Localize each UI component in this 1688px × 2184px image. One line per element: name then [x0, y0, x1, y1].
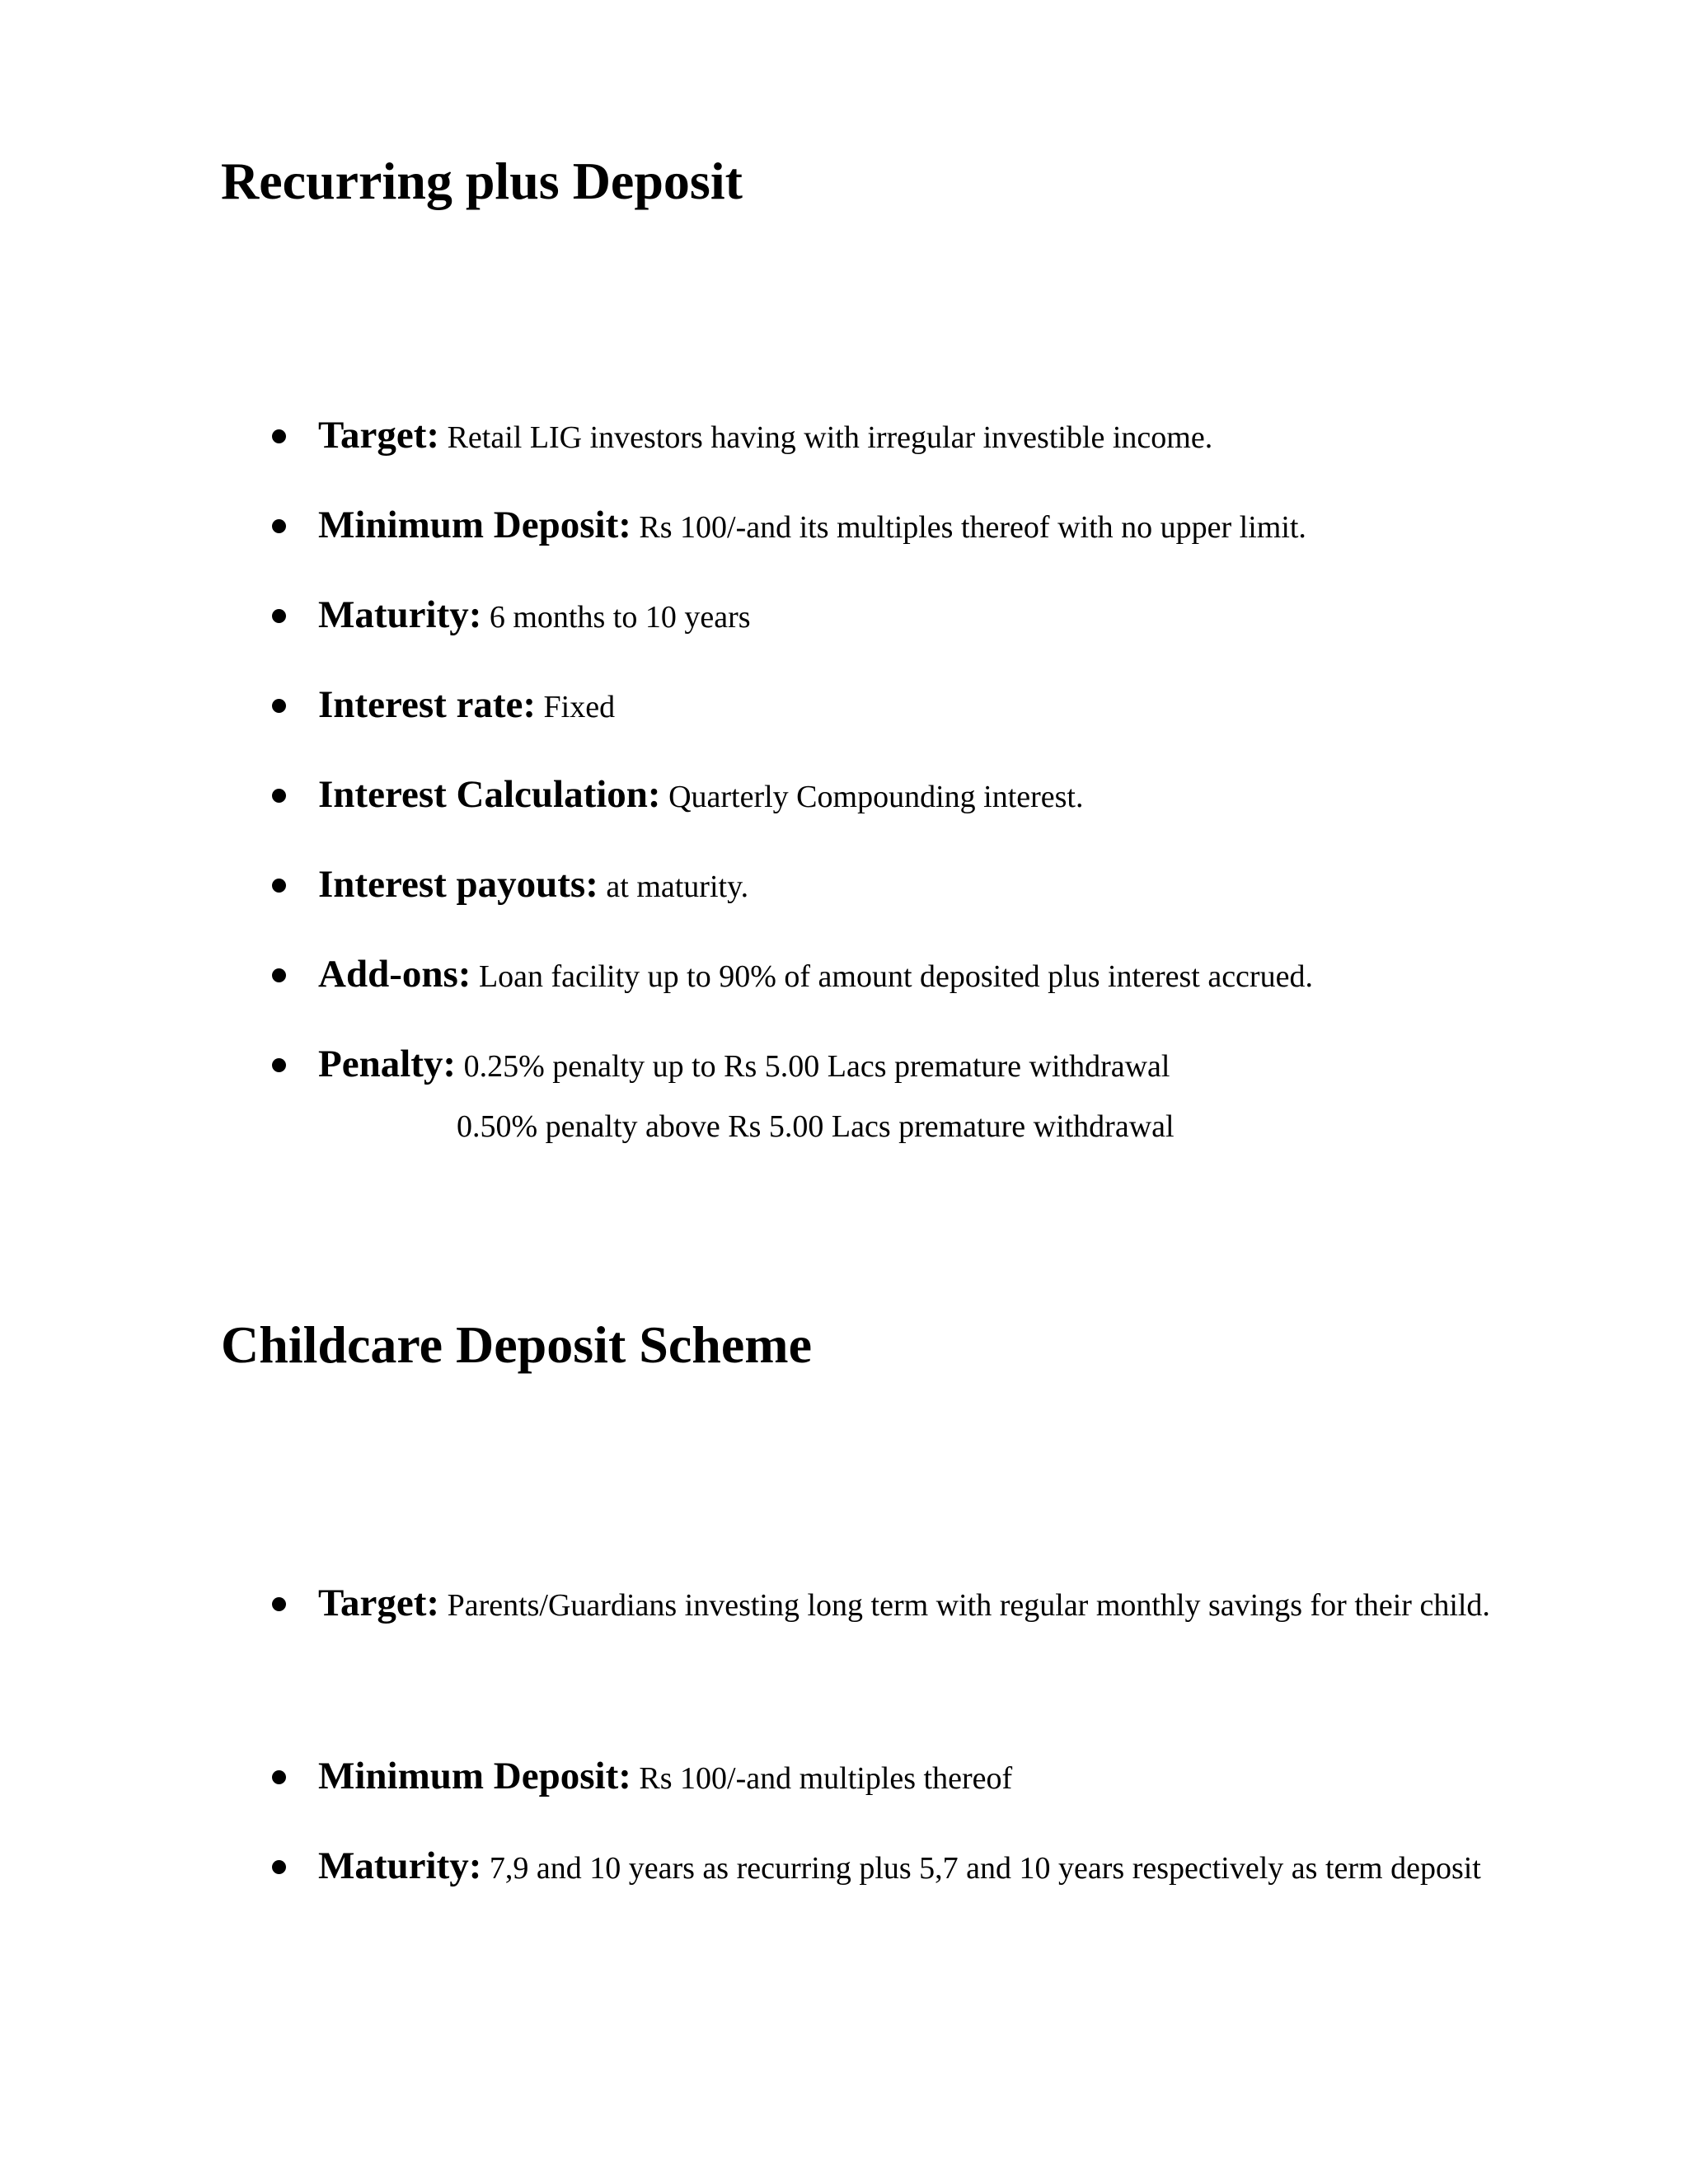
- list-item-interest-rate: [0, 663, 1688, 753]
- bullet-icon: [272, 699, 286, 713]
- item-label: Interest payouts:: [318, 863, 598, 906]
- item-label: Interest rate:: [318, 683, 537, 726]
- item-value: Rs 100/-and its multiples thereof with no upper limit.: [639, 510, 1306, 545]
- recurring-plus-deposit-list: [0, 394, 1688, 1113]
- item-label: Target:: [318, 414, 440, 457]
- item-value: Parents/Guardians investing long term with regular monthly savings for their child.: [447, 1588, 1490, 1623]
- bullet-icon: [272, 968, 286, 982]
- item-value: Fixed: [543, 690, 616, 724]
- item-value: Loan facility up to 90% of amount deposited plus interest accrued.: [478, 959, 1313, 994]
- list-item-interest-calculation: [0, 753, 1688, 843]
- childcare-deposit-list: [0, 1562, 1688, 1998]
- item-label: Target:: [318, 1582, 440, 1624]
- item-value: 7,9 and 10 years as recurring plus 5,7 and 10 years respectively as term deposit: [489, 1851, 1481, 1886]
- bullet-icon: [272, 1770, 286, 1784]
- bullet-icon: [272, 609, 286, 623]
- section-title-recurring-plus-deposit: Recurring plus Deposit: [221, 152, 743, 210]
- item-label: Maturity:: [318, 1844, 482, 1887]
- bullet-icon: [272, 519, 286, 533]
- bullet-icon: [272, 429, 286, 443]
- list-item-maturity: [0, 574, 1688, 663]
- item-label: Interest Calculation:: [318, 773, 661, 816]
- item-label: Minimum Deposit:: [318, 504, 631, 546]
- item-value: Rs 100/-and multiples thereof: [639, 1761, 1013, 1796]
- list-item-target: [0, 394, 1688, 484]
- bullet-icon: [272, 1058, 286, 1072]
- list-item-target: [0, 1562, 1688, 1735]
- item-label: Maturity:: [318, 593, 482, 636]
- list-item-minimum-deposit: [0, 1735, 1688, 1825]
- penalty-continuation: 0.50% penalty above Rs 5.00 Lacs premature withdrawal: [457, 1109, 1175, 1144]
- list-item-add-ons: [0, 933, 1688, 1023]
- bullet-icon: [272, 1860, 286, 1874]
- list-item-interest-payouts: [0, 843, 1688, 933]
- bullet-icon: [272, 789, 286, 803]
- item-value: Quarterly Compounding interest.: [668, 780, 1084, 814]
- item-value: at maturity.: [606, 869, 749, 904]
- section-title-childcare-deposit-scheme: Childcare Deposit Scheme: [221, 1315, 812, 1374]
- list-item-minimum-deposit: [0, 484, 1688, 574]
- item-label: Penalty:: [318, 1043, 457, 1085]
- item-value: Retail LIG investors having with irregular investible income.: [447, 420, 1213, 455]
- list-item-penalty: [0, 1023, 1688, 1113]
- item-value: 0.25% penalty up to Rs 5.00 Lacs premature withdrawal: [463, 1049, 1170, 1084]
- item-label: Minimum Deposit:: [318, 1755, 631, 1797]
- item-label: Add-ons:: [318, 953, 471, 996]
- bullet-icon: [272, 1597, 286, 1611]
- bullet-icon: [272, 879, 286, 893]
- item-value: 6 months to 10 years: [489, 600, 751, 635]
- list-item-maturity: [0, 1825, 1688, 1998]
